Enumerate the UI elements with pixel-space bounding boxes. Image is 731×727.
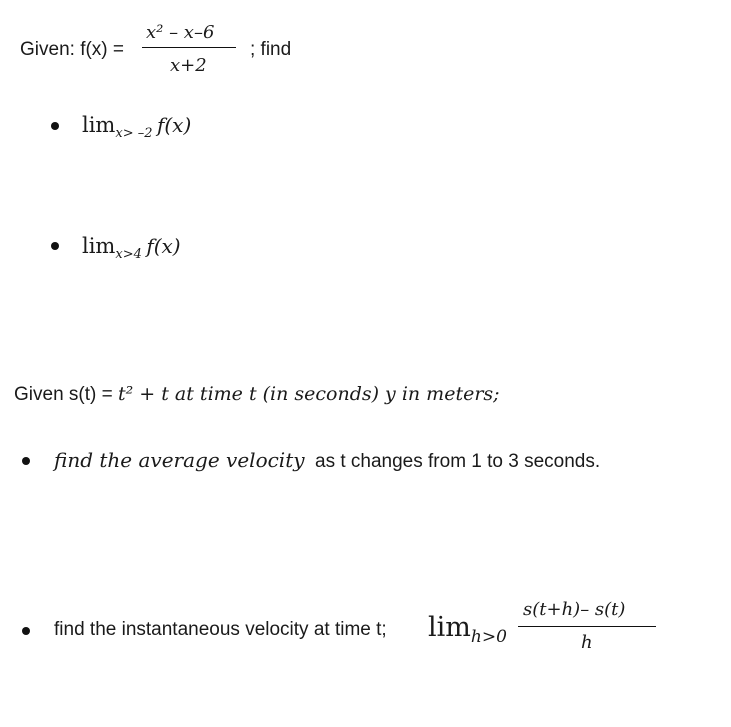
avg-velocity-italic: find the average velocity <box>54 448 305 472</box>
bullet-icon <box>22 627 30 635</box>
lim-subscript: x> –2 <box>115 126 153 141</box>
inst-velocity-plain: find the instantaneous velocity at time t; <box>54 619 387 640</box>
given-s-label: Given s(t) = <box>14 384 118 405</box>
bullet-icon <box>51 122 59 130</box>
find-label: ; find <box>250 39 292 60</box>
given-f-label: Given: f(x) = <box>20 39 124 60</box>
lim-subscript: x>4 <box>115 247 142 262</box>
f-numerator: x² – x–6 <box>146 22 215 43</box>
lim-operator: lim <box>82 234 116 258</box>
f-denominator: x+2 <box>170 55 207 76</box>
inst-limit <box>428 612 507 647</box>
inst-numerator: s(t+h)– s(t) <box>523 599 626 620</box>
avg-velocity-item <box>54 448 600 473</box>
lim-subscript: h>0 <box>470 627 507 647</box>
lim-operator: lim <box>428 612 471 643</box>
lim-function: f(x) <box>146 234 181 258</box>
s-expression: t² + t at time t (in seconds) y in meters; <box>118 383 500 405</box>
inst-fraction-bar <box>518 626 656 627</box>
lim-operator: lim <box>82 113 116 137</box>
lim-function: f(x) <box>156 113 192 137</box>
bullet-icon <box>22 457 30 465</box>
avg-velocity-plain: as t changes from 1 to 3 seconds. <box>315 451 601 472</box>
f-fraction-bar <box>142 47 236 48</box>
limit-item-2 <box>82 234 181 262</box>
inst-denominator: h <box>581 632 593 653</box>
bullet-icon <box>51 242 59 250</box>
limit-item-1 <box>82 113 192 141</box>
given-s-line <box>14 383 500 406</box>
